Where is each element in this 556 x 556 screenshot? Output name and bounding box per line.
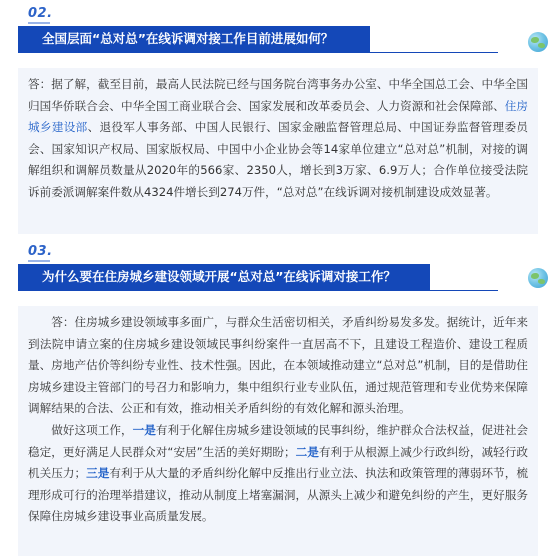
section-number-underline [28,260,50,262]
banner-underline [18,290,498,291]
highlight-text: 二是 [295,444,319,459]
globe-icon [528,268,548,288]
highlight-text: 三是 [86,466,110,481]
answer-paragraph: 答：住房城乡建设领域事多面广，与群众生活密切相关，矛盾纠纷易发多发。据统计，近年来到法院申请立案的住房城乡建设领域民事纠纷案件一直居高不下，且建设工程造价、建设工程质量、房地产估价等纠纷专业性、技术性强。因此，在本领域推动建立“总对总”机制，目的是借助住房城乡建设主管部门的号召力和影响力，集中组织行业专业队伍，通过规范管理和专业优势来保障调解结果的合法、公正和有效，推动相关矛盾纠纷的有效化解和源头治理。 [28,315,528,416]
highlight-text: 住房城乡建设部 [28,98,528,135]
answer-paragraph: 答：据了解，截至目前，最高人民法院已经与国务院台湾事务办公室、中华全国总工会、中华全国归国华侨联合会、中华全国工商业联合会、国家发展和改革委员会、人力资源和社会保障部、住房城乡建设部、退役军人事务部、中国人民银行、国家金融监督管理总局、中国证券监督管理委员会、国家知识产权局、国家版权局、中国中小企业协会等14家单位建立“总对总”机制，对接的调解组织和调解员数量从2020年的566家、2350人，增长到3万家、6.9万人；合作单位接受法院诉前委派调解案件数从4324件增长到274万件，“总对总”在线诉调对接机制建设成效显著。 [28,77,528,199]
section-heading: 全国层面“总对总”在线诉调对接工作目前进展如何？ [18,26,370,52]
globe-icon [528,32,548,52]
section-number: 03. [28,244,53,259]
section-number-underline [28,22,50,24]
highlight-text: 一是 [132,422,156,437]
answer-card [18,68,538,234]
answer-card [18,306,538,556]
banner-underline [18,52,498,53]
section-heading: 为什么要在住房城乡建设领域开展“总对总”在线诉调对接工作？ [18,264,430,290]
section-number: 02. [28,6,53,21]
answer-paragraph: 做好这项工作，一是有利于化解住房城乡建设领域的民事纠纷，维护群众合法权益，促进社会稳定，更好满足人民群众对“安居”生活的美好期盼；二是有利于从根源上减少行政纠纷，减轻行政机关压力；三是有利于从大量的矛盾纠纷化解中反推出行业立法、执法和政策管理的薄弱环节，梳理形成可行的治理举措建议，推动从制度上堵塞漏洞，从源头上减少和避免纠纷的产生，更好服务保障住房城乡建设事业高质量发展。 [28,422,528,524]
